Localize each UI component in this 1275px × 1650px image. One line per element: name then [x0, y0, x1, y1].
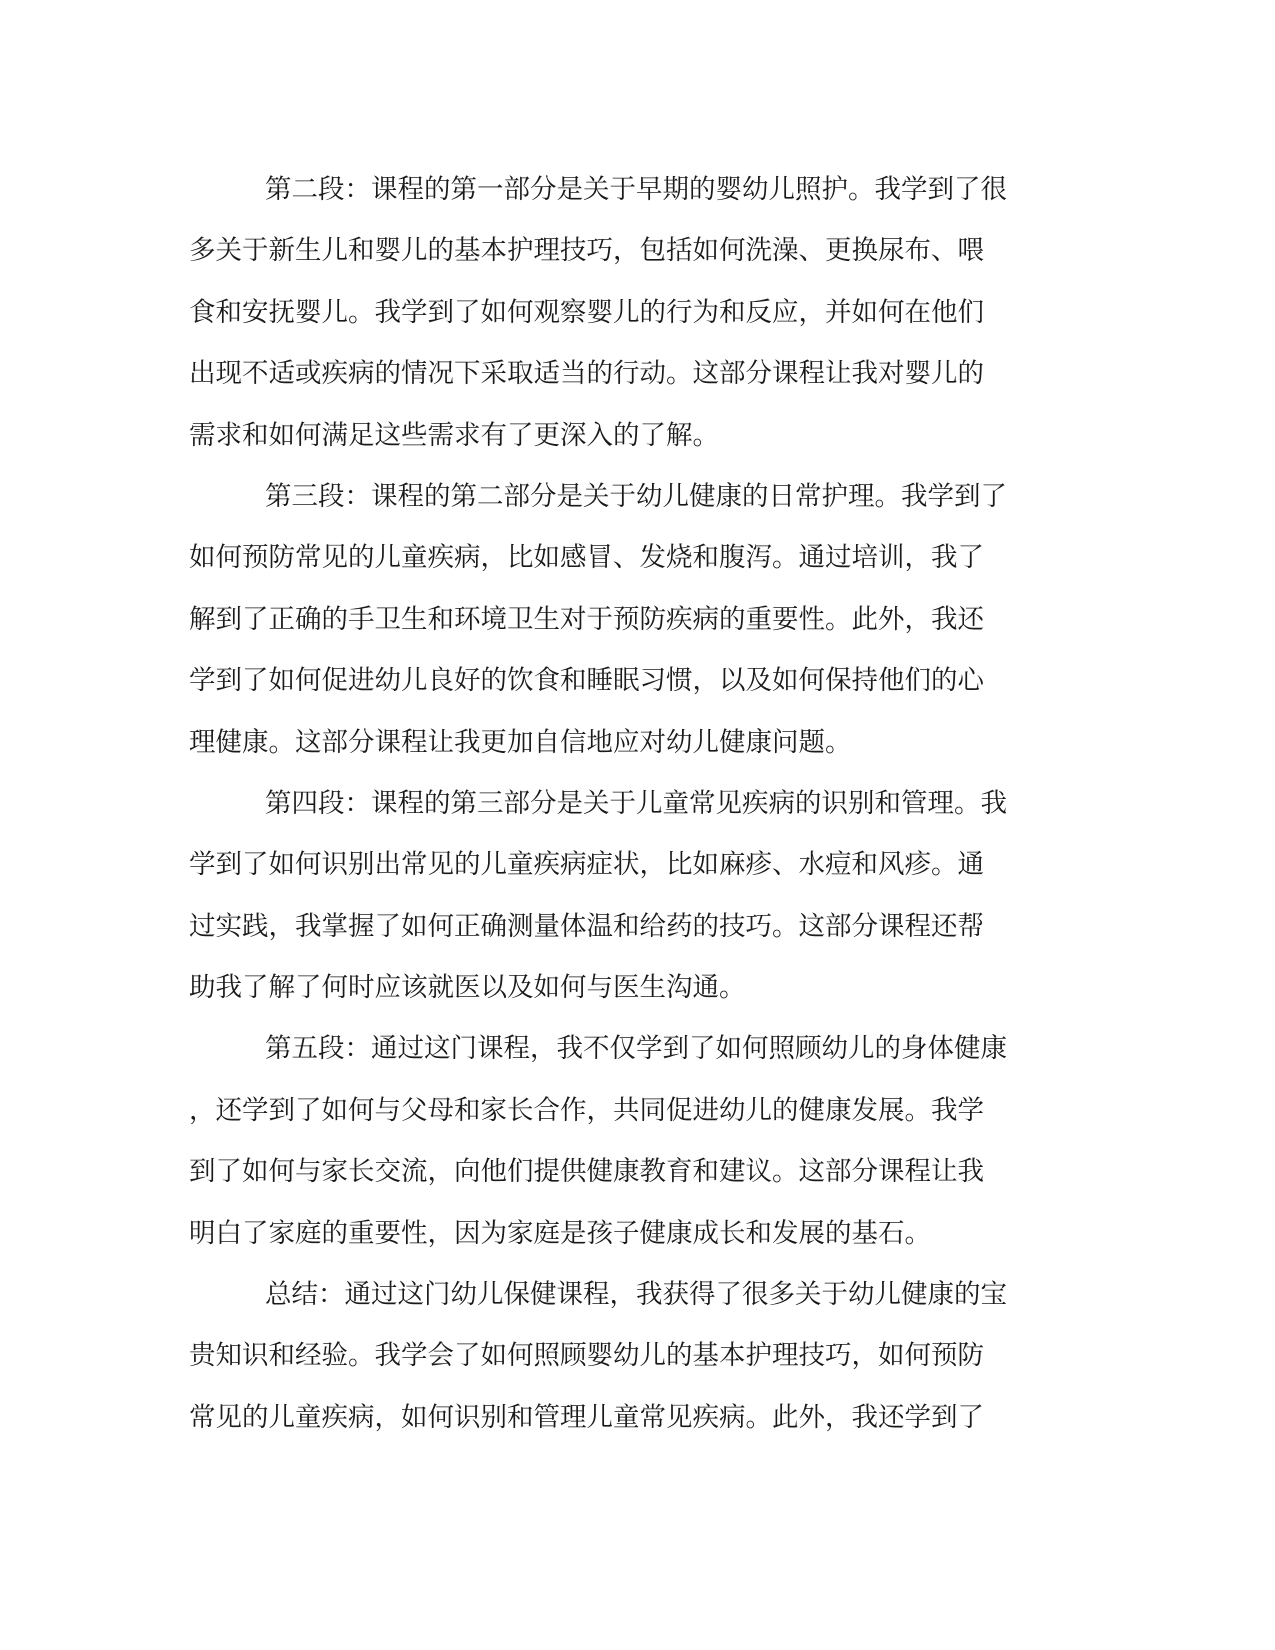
text-line: 需求和如何满足这些需求有了更深入的了解。	[189, 419, 719, 451]
text-line: 学到了如何促进幼儿良好的饮食和睡眠习惯，以及如何保持他们的心	[189, 665, 984, 697]
text-line: 第二段：课程的第一部分是关于早期的婴幼儿照护。我学到了很	[265, 174, 1007, 205]
text-line: 贵知识和经验。我学会了如何照顾婴幼儿的基本护理技巧，如何预防	[189, 1340, 984, 1372]
text-line: 助我了解了何时应该就医以及如何与医生沟通。	[189, 972, 746, 1004]
paragraph-5	[189, 1018, 1069, 1264]
text-line: 总结：通过这门幼儿保健课程，我获得了很多关于幼儿健康的宝	[265, 1279, 1007, 1311]
paragraph-3	[189, 466, 1069, 773]
paragraph-2	[189, 159, 1069, 466]
text-line: 如何预防常见的儿童疾病，比如感冒、发烧和腹泻。通过培训，我了	[189, 542, 984, 574]
text-line: 解到了正确的手卫生和环境卫生对于预防疾病的重要性。此外，我还	[189, 603, 984, 635]
text-line: 第五段：通过这门课程，我不仅学到了如何照顾幼儿的身体健康	[265, 1033, 1007, 1065]
text-line: 过实践，我掌握了如何正确测量体温和给药的技巧。这部分课程还帮	[189, 910, 984, 942]
document-body	[189, 159, 1069, 1448]
text-line: 出现不适或疾病的情况下采取适当的行动。这部分课程让我对婴儿的	[189, 358, 984, 390]
text-line: 常见的儿童疾病，如何识别和管理儿童常见疾病。此外，我还学到了	[189, 1401, 984, 1433]
text-line: 理健康。这部分课程让我更加自信地应对幼儿健康问题。	[189, 726, 852, 758]
text-line: 食和安抚婴儿。我学到了如何观察婴儿的行为和反应，并如何在他们	[189, 296, 984, 328]
paragraph-4	[189, 773, 1069, 1019]
paragraph-summary	[189, 1264, 1069, 1448]
text-line: 学到了如何识别出常见的儿童疾病症状，比如麻疹、水痘和风疹。通	[189, 849, 984, 881]
text-line: 第三段：课程的第二部分是关于幼儿健康的日常护理。我学到了	[265, 480, 1007, 512]
text-line: 到了如何与家长交流，向他们提供健康教育和建议。这部分课程让我	[189, 1156, 984, 1188]
text-line: 第四段：课程的第三部分是关于儿童常见疾病的识别和管理。我	[265, 787, 1007, 819]
text-line: ，还学到了如何与父母和家长合作，共同促进幼儿的健康发展。我学	[189, 1094, 984, 1126]
text-line: 多关于新生儿和婴儿的基本护理技巧，包括如何洗澡、更换尿布、喂	[189, 235, 984, 267]
text-line: 明白了家庭的重要性，因为家庭是孩子健康成长和发展的基石。	[189, 1217, 931, 1249]
